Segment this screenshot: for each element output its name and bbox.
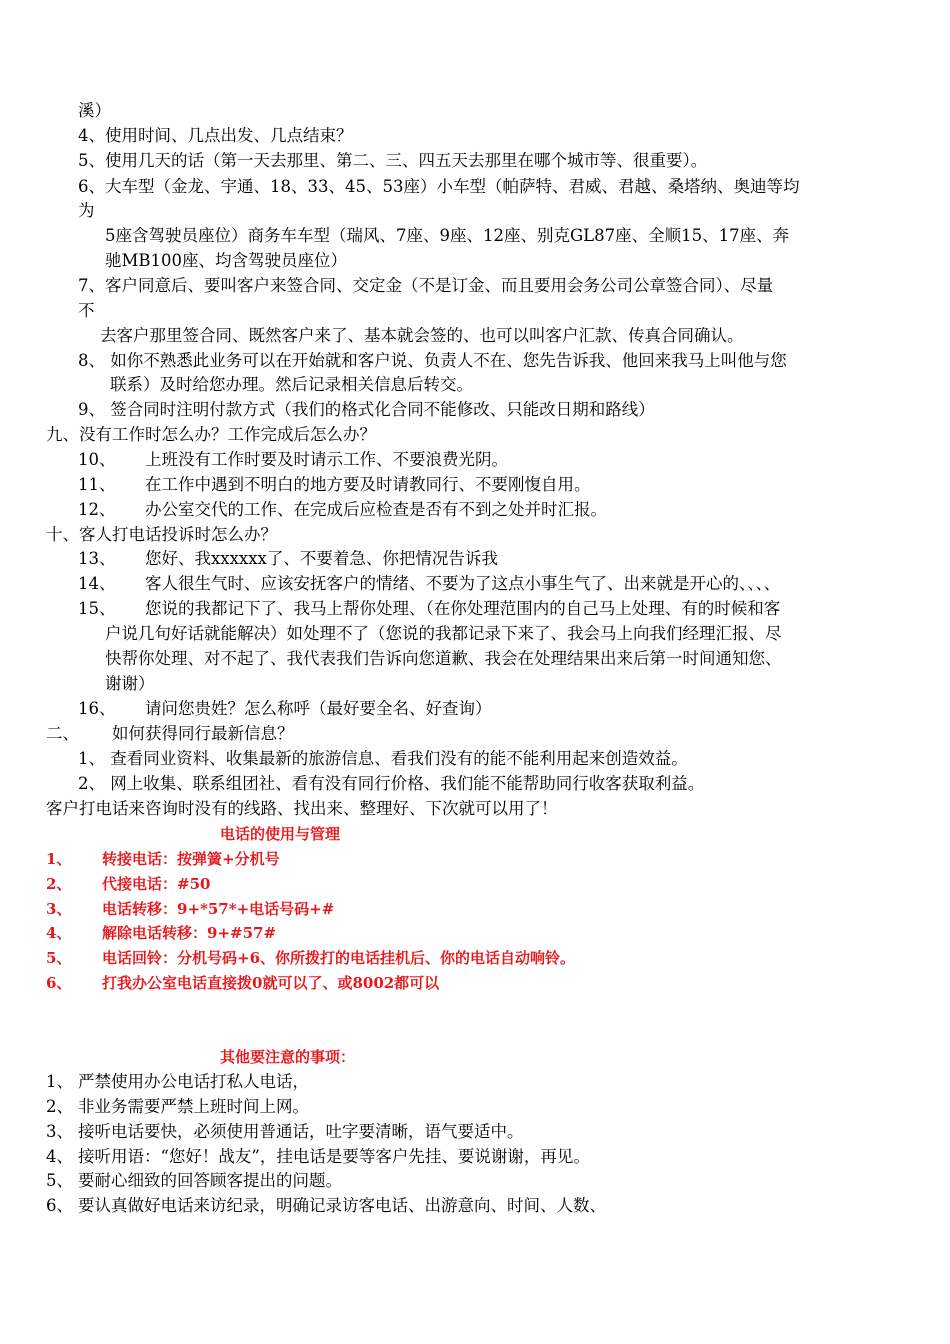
note-item: 接听电话要快，必须使用普通话，吐字要清晰，语气要适中。 xyxy=(78,1122,524,1141)
text-line: 不 xyxy=(78,301,95,320)
phone-item: 打我办公室电话直接拨0就可以了、或8002都可以 xyxy=(102,974,440,992)
text-line: 2、 网上收集、联系组团社、看有没有同行价格、我们能不能帮助同行收客获取利益。 xyxy=(78,774,705,793)
text-line: 户说几句好话就能解决）如处理不了（您说的我都记录下来了、我会马上向我们经理汇报、尽 xyxy=(105,624,782,643)
list-number: 3、 xyxy=(46,1122,73,1141)
list-number: 2、 xyxy=(46,875,72,893)
other-section-title: 其他要注意的事项： xyxy=(220,1048,356,1066)
list-number: 15、 xyxy=(78,599,116,618)
phone-item: 电话转移：9+*57*+电话号码+# xyxy=(102,900,335,918)
text-line: 请问您贵姓？怎么称呼（最好要全名、好查询） xyxy=(145,699,492,718)
list-number: 6、 xyxy=(46,1196,73,1215)
list-number: 2、 xyxy=(46,1097,73,1116)
note-item: 要认真做好电话来访纪录，明确记录访客电话、出游意向、时间、人数、 xyxy=(78,1196,606,1215)
text-line: 客户打电话来咨询时没有的线路、找出来、整理好、下次就可以用了！ xyxy=(46,799,558,818)
text-line: 7、客户同意后、要叫客户来签合同、交定金（不是订金、而且要用会务公司公章签合同）、尽量 xyxy=(78,276,774,295)
list-number: 4、 xyxy=(46,1147,73,1166)
list-number: 11、 xyxy=(78,475,116,494)
list-number: 1、 xyxy=(46,850,72,868)
text-line: 快帮你处理、对不起了、我代表我们告诉向您道歉、我会在处理结果出来后第一时间通知您、 xyxy=(105,649,782,668)
text-line: 9、 签合同时注明付款方式（我们的格式化合同不能修改、只能改日期和路线） xyxy=(78,400,655,419)
list-number: 13、 xyxy=(78,549,116,568)
text-line: 您好、我xxxxxx了、不要着急、你把情况告诉我 xyxy=(145,549,498,568)
text-line: 您说的我都记下了、我马上帮你处理、（在你处理范围内的自己马上处理、有的时候和客 xyxy=(145,599,781,618)
note-item: 严禁使用办公电话打私人电话， xyxy=(78,1072,309,1091)
phone-section-title: 电话的使用与管理 xyxy=(220,825,341,843)
text-line: 5座含驾驶员座位）商务车车型（瑞风、7座、9座、12座、别克GL87座、全顺15、17座、奔 xyxy=(105,226,790,245)
section-heading: 如何获得同行最新信息？ xyxy=(112,724,294,743)
text-line: 1、 查看同业资料、收集最新的旅游信息、看我们没有的能不能利用起来创造效益。 xyxy=(78,749,688,768)
list-number: 3、 xyxy=(46,900,72,918)
text-line: 谢谢） xyxy=(105,674,155,693)
text-line: 4、使用时间、几点出发、几点结束？ xyxy=(78,126,353,145)
phone-item: 代接电话：#50 xyxy=(102,875,211,893)
text-line: 去客户那里签合同、既然客户来了、基本就会签的、也可以叫客户汇款、传真合同确认。 xyxy=(100,326,744,345)
list-number: 12、 xyxy=(78,500,116,519)
section-heading: 十、客人打电话投诉时怎么办？ xyxy=(46,525,277,544)
note-item: 非业务需要严禁上班时间上网。 xyxy=(78,1097,309,1116)
section-heading: 九、没有工作时怎么办？工作完成后怎么办？ xyxy=(46,425,376,444)
note-item: 接听用语：“您好！战友”，挂电话是要等客户先挂、要说谢谢，再见。 xyxy=(78,1147,590,1166)
list-number: 1、 xyxy=(46,1072,73,1091)
text-line: 在工作中遇到不明白的地方要及时请教同行、不要刚愎自用。 xyxy=(145,475,591,494)
text-line: 5、使用几天的话（第一天去那里、第二、三、四五天去那里在哪个城市等、很重要）。 xyxy=(78,151,708,170)
list-number: 16、 xyxy=(78,699,116,718)
list-number: 10、 xyxy=(78,450,116,469)
list-number: 4、 xyxy=(46,924,72,942)
text-line: 8、 如你不熟悉此业务可以在开始就和客户说、负责人不在、您先告诉我、他回来我马上叫他与您 xyxy=(78,351,787,370)
text-line: 联系）及时给您办理。然后记录相关信息后转交。 xyxy=(110,375,473,394)
text-line: 上班没有工作时要及时请示工作、不要浪费光阴。 xyxy=(145,450,508,469)
note-item: 要耐心细致的回答顾客提出的问题。 xyxy=(78,1171,342,1190)
phone-item: 转接电话：按弹簧+分机号 xyxy=(102,850,280,868)
section-number: 二、 xyxy=(46,724,79,743)
list-number: 5、 xyxy=(46,949,72,967)
text-line: 6、大车型（金龙、宇通、18、33、45、53座）小车型（帕萨特、君威、君越、桑塔纳、奥迪等均 xyxy=(78,177,800,196)
list-number: 14、 xyxy=(78,574,116,593)
text-line: 驰MB100座、均含驾驶员座位） xyxy=(105,251,348,270)
text-line: 为 xyxy=(78,201,95,220)
phone-item: 电话回铃：分机号码+6、你所拨打的电话挂机后、你的电话自动响铃。 xyxy=(102,949,576,967)
phone-item: 解除电话转移：9+#57# xyxy=(102,924,277,942)
text-line: 溪） xyxy=(78,101,111,120)
text-line: 客人很生气时、应该安抚客户的情绪、不要为了这点小事生气了、出来就是开心的、、、、 xyxy=(145,574,781,593)
list-number: 5、 xyxy=(46,1171,73,1190)
text-line: 办公室交代的工作、在完成后应检查是否有不到之处并时汇报。 xyxy=(145,500,607,519)
list-number: 6、 xyxy=(46,974,72,992)
